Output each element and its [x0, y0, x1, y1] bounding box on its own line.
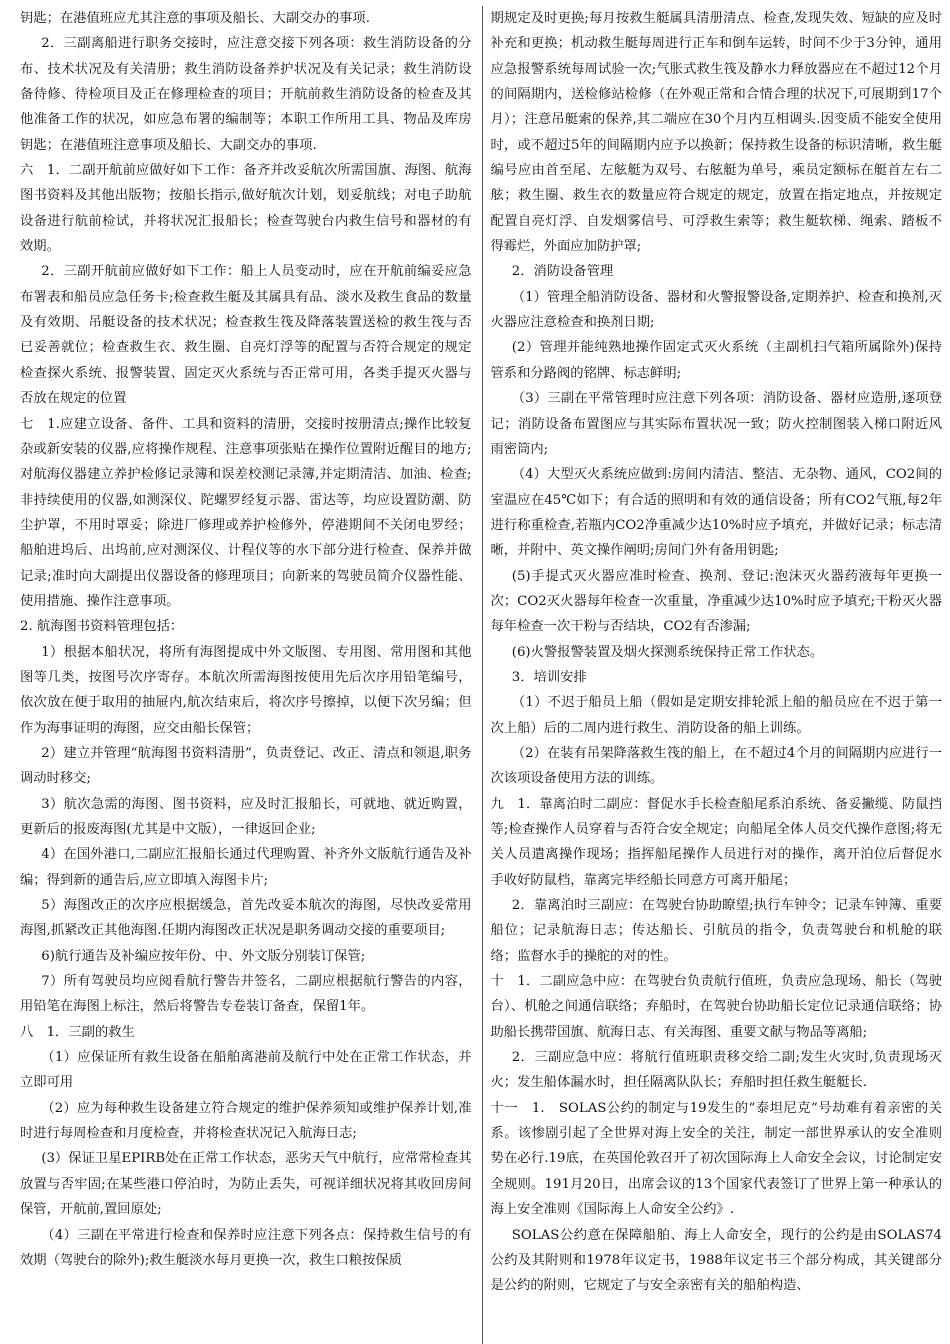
subsection-heading: 2．消防设备管理 — [511, 264, 614, 280]
paragraph: SOLAS公约意在保障船舶、海上人命安全，现行的公约是由SOLAS74公约及其附则和1978年议定书，1988年议定书三个部分构成，其关键部分是公约的附则，它规定了与安全亲密有关的船舶构造、 — [490, 1227, 942, 1294]
list-item: 1）根据本船状况，将所有海图提成中外文版图、专用图、常用图和其他图等几类，按图号次序寄存。本航次所需海图按使用先后次序用铅笔编号，依次放在便于取用的抽屉内,航次结束后，将次序号擦掉，以便下次另编；但作为海事证明的海图，应交由船长保管； — [20, 644, 472, 736]
paragraph: 期规定及时更换;每月按救生艇属具清册清点、检查,发现失效、短缺的应及时补充和更换；机动救生艇每周进行正车和倒车运转，时间不少于3分钟，通用应急报警系统每周试验一次;气胀式救生筏及静水力释放器应在不超过12个月的间隔期内，送检修站检修（在外观正常和合情合理的状况下,可展期到17个月）；注意吊艇索的保养,其二端应在30个月内互相调头.因变质不能安全使用时，或不超过5年的间隔期内应予以换新；保持救生设备的标识清晰，救生艇编号应由首至尾、左舷艇为双号、右舷艇为单号，乘员定额标在艇首左右二舷；救生圈、救生衣的数量应符合规定的规定，放置在指定地点，并按规定配置自亮灯浮、自发烟雾信号、可浮救生索等；救生艇软梯、绳索、踏板不得霉烂，外面应加防护罩; — [490, 11, 942, 255]
paragraph: 钥匙；在港值班应尤其注意的事项及船长、大副交办的事项. — [20, 11, 370, 26]
section-heading-7: 七 1.应建立设备、备件、工具和资料的清册，交接时按册清点;操作比较复杂或新安装的仪器,应将操作规程、注意事项张贴在操作位置附近醒目的地方;对航海仪器建立养护检修记录簿和误差校测记录簿,并定期清洁、加油、检查;非持续使用的仪器,如测深仪、陀螺罗经复示器、雷达等，均应设置防潮、防尘护罩，不用时罩妥；除进厂修理或养护检修外，停港期间不关闭电罗经；船舶进坞后、出坞前,应对测深仪、计程仪等的水下部分进行检查、保养并做记录;准时向大副提出仪器设备的修理项目；向新来的驾驶员简介仪器性能、使用措施、操作注意事项。 — [20, 416, 472, 609]
list-item: （4）大型灭火系统应做到:房间内清洁、整洁、无杂物、通风，CO2间的室温应在45℃如下；有合适的照明和有效的通信设备；所有CO2气瓶,每2年进行称重检查,若瓶内CO2净重减少达10%时应予填充，并做好记录；标志清晰，并附中、英文操作阐明;房间门外有备用钥匙; — [490, 467, 942, 559]
list-item: （3）三副在平常管理时应注意下列各项：消防设备、器材应造册,逐项登记；消防设备布置图应与其实际布置状况一致；防火控制图装入梯口附近风雨密筒内; — [490, 391, 942, 457]
list-item: (3）保证卫星EPIRB处在正常工作状态，恶劣天气中航行，应常常检查其放置与否牢固;在某些港口停泊时，为防止丢失，可视详细状况将其收回房间保管，开航前,置回原处; — [20, 1151, 472, 1218]
list-item: (5)手提式灭火器应准时检查、换剂、登记:泡沫灭火器药液每年更换一次；CO2灭火器每年检查一次重量，净重减少达10%时应予填充;干粉灭火器每年检查一次干粉与否结块，CO2有否渗漏; — [490, 568, 942, 635]
section-heading-10: 十 1．二副应急中应：在驾驶台负责航行值班，负责应急现场、船长（驾驶台）、机舱之间通信联络；弃船时，在驾驶台协助船长定位记录通信联络；协助船长携带国旗、航海日志、有关海图、重要文献与物品等离船; — [490, 974, 942, 1040]
list-item: (2）管理并能纯熟地操作固定式灭火系统（主副机扫气箱所属除外)保持管系和分路阀的铭牌、标志鲜明; — [490, 340, 942, 381]
list-item: 5）海图改正的次序应根据缓急，首先改妥本航次的海图，尽快改妥常用海图,抓紧改正其他海图.任期内海图改正状况是职务调动交接的重要项目; — [20, 898, 472, 939]
list-item: 2）建立并管理“航海图书资料清册”，负责登记、改正、清点和领退,职务调动时移交; — [20, 745, 472, 787]
subsection-heading: 3．培训安排 — [511, 669, 587, 685]
list-item: 3）航次急需的海图、图书资料，应及时汇报船长，可就地、就近购置，更新后的报废海图(尤其是中文版），一律返回企业; — [20, 796, 472, 837]
list-item: （4）三副在平常进行检查和保养时应注意下列各点：保持救生信号的有效期（驾驶台的除外);救生艇淡水每月更换一次，救生口粮按保质 — [20, 1227, 472, 1268]
list-item: （1）管理全船消防设备、器材和火警报警设备,定期养护、检查和换剂,灭火器应注意检查和换剂日期; — [490, 289, 942, 331]
section-heading-11: 十一 1. SOLAS公约的制定与19发生的“泰坦尼克”号劫难有着亲密的关系。该惨剧引起了全世界对海上安全的关注，制定一部世界承认的安全准则势在必行.19底，在英国伦敦召开了初次国际海上人命安全会议，讨论制定安全规则。191月20日，出席会议的13个国家代表签订了世界上第一种承认的海上安全准则《国际海上人命安全公约》. — [490, 1100, 942, 1218]
paragraph: 2．三副应急中应：将航行值班职责移交给二副;发生火灾时,负责现场灭火；发生船体漏水时，担任隔离队队长；弃船时担任救生艇艇长. — [490, 1050, 942, 1091]
paragraph: 2. 航海图书资料管理包括： — [20, 619, 184, 635]
left-column — [20, 6, 482, 1344]
section-heading-6: 六 1．二副开航前应做好如下工作：备齐并改妥航次所需国旗、海图、航海图书资料及其他出版物；按船长指示,做好航次计划，划妥航线；对电子助航设备进行航前检试，并将状况汇报船长；检查驾驶台内救生信号和器材的有效期。 — [20, 163, 472, 255]
list-item: 6)航行通告及补编应按年份、中、外文版分别装订保管; — [41, 948, 366, 964]
right-column — [483, 6, 943, 1344]
paragraph: 2．靠离泊时三副应：在驾驶台协助瞭望;执行车钟令；记录车钟簿、重要船位；记录航海日志；传达船长、引航员的指令，负责驾驶台和机舱的联络；监督水手的操舵的对的性。 — [490, 898, 942, 964]
list-item: （2）在装有吊架降落救生筏的船上，在不超过4个月的间隔期内应进行一次该项设备使用方法的训练。 — [490, 745, 942, 787]
list-item: 4）在国外港口,二副应汇报船长通过代理购置、补齐外文版航行通告及补编；得到新的通告后,应立即填入海图卡片; — [20, 847, 472, 888]
list-item: 7）所有驾驶员均应阅看航行警告并签名，二副应根据航行警告的内容，用铅笔在海图上标注，然后将警告专卷装订备查，保留1年。 — [20, 974, 472, 1015]
paragraph: 2．三副离船进行职务交接时，应注意交接下列各项：救生消防设备的分布、技术状况及有关清册；救生消防设备养护状况及有关记录；救生消防设备待修、待检项目及正在修理检查的项目；开航前救生消防设备的检查及其他准备工作的状况，如应急布署的编制等；本职工作所用工具、物品及库房钥匙；在港值班注意事项及船长、大副交办的事项. — [20, 36, 472, 153]
section-heading-8: 八 1．三副的救生 — [20, 1024, 135, 1040]
list-item: （1）不迟于船员上船（假如是定期安排轮派上船的船员应在不迟于第一次上船）后的二周内进行救生、消防设备的船上训练。 — [490, 695, 942, 736]
list-item: （2）应为每种救生设备建立符合规定的维护保养须知或维护保养计划,准时进行每周检查和月度检查，并将检查状况记入航海日志; — [20, 1100, 472, 1142]
section-heading-9: 九 1．靠离泊时二副应：督促水手长检查船尾系泊系统、备妥撇缆、防鼠挡等;检查操作人员穿着与否符合安全规定；向船尾全体人员交代操作意图;将无关人员遣离操作现场；指挥船尾操作人员进行对的操作，离开泊位后督促水手收好防鼠档，靠离完毕经船长同意方可离开船尾； — [490, 796, 942, 888]
list-item: (6)火警报警装置及烟火探测系统保持正常工作状态。 — [511, 644, 824, 660]
list-item: （1）应保证所有救生设备在船舶离港前及航行中处在正常工作状态，并立即可用 — [20, 1050, 472, 1091]
paragraph: 2．三副开航前应做好如下工作：船上人员变动时，应在开航前编妥应急布署表和船员应急任务卡;检查救生艇及其属具有品、淡水及救生食品的数量及有效期、吊艇设备的技术状况；检查救生筏及降落装置送检的救生筏与否已妥善就位；检查救生衣、救生圈、自亮灯浮等的配置与否符合规定的规定检查探火系统、报警装置、固定灭火系统与否正常可用，各类手提灭火器与否放在规定的位置 — [20, 264, 472, 407]
